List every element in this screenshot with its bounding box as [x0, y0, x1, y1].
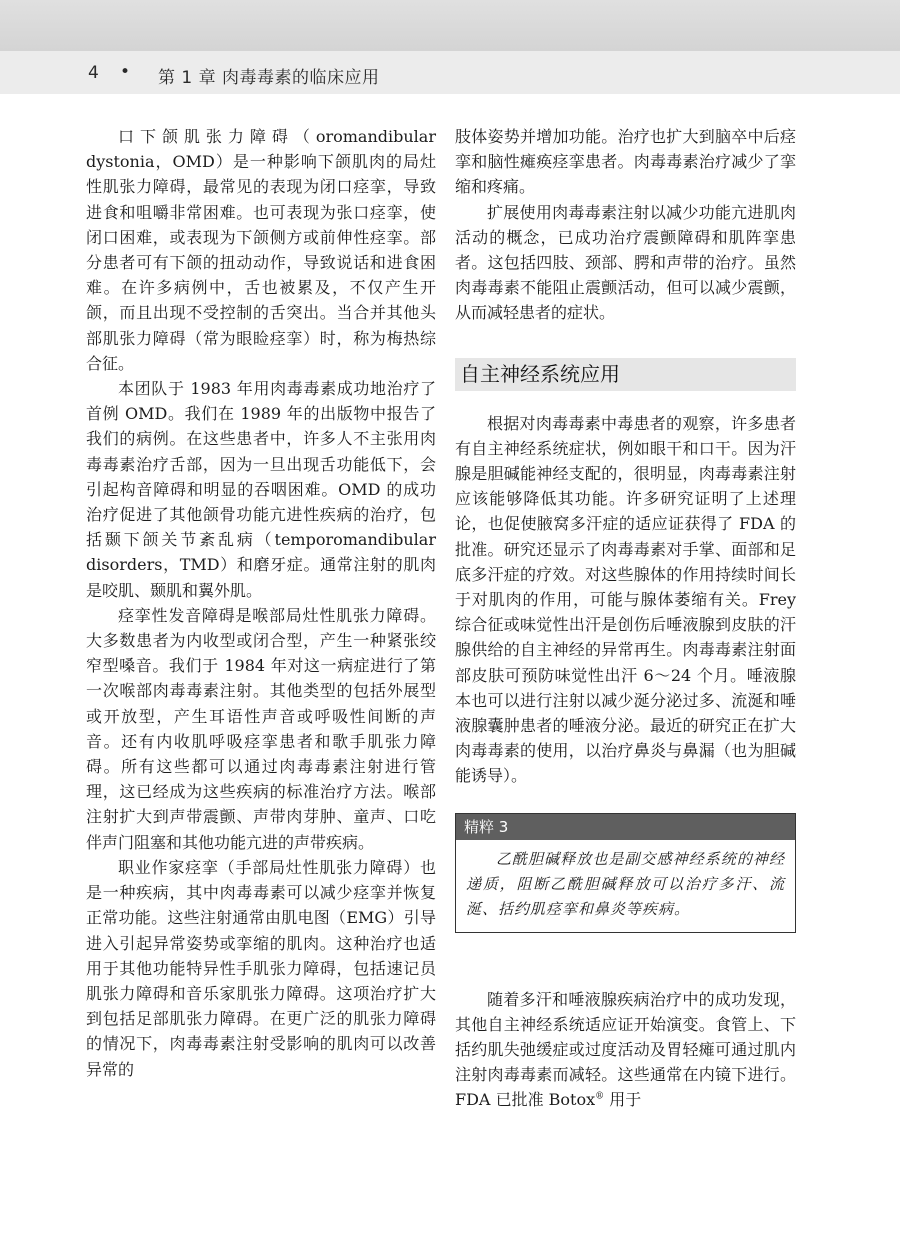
- pearl-box-text: 乙酰胆碱释放也是副交感神经系统的神经递质，阻断乙酰胆碱释放可以治疗多汗、流涎、括约肌痉挛和鼻炎等疾病。: [466, 849, 785, 918]
- top-banner: [0, 0, 900, 51]
- header-bullet: •: [120, 62, 131, 82]
- paragraph-writers-cramp: 职业作家痉挛（手部局灶性肌张力障碍）也是一种疾病，其中肉毒毒素可以减少痉挛并恢复正常功能。这些注射通常由肌电图（EMG）引导进入引起异常姿势或挛缩的肌肉。这种治疗也适用于其他功能特异性手肌张力障碍，包括速记员肌张力障碍和音乐家肌张力障碍。这项治疗扩大到包括足部肌张力障碍。在更广泛的肌张力障碍的情况下，肉毒毒素注射受影响的肌肉可以改善异常的: [86, 857, 436, 1079]
- left-column: [86, 124, 436, 1082]
- running-header: [0, 51, 900, 94]
- paragraph-omd-history: 本团队于 1983 年用肉毒毒素成功地治疗了首例 OMD。我们在 1989 年的出版物中报告了我们的病例。在这些患者中，许多人不主张用肉毒毒素治疗舌部，因为一旦出现舌功能低下，会引起构音障碍和明显的吞咽困难。OMD 的成功治疗促进了其他颌骨功能亢进性疾病的治疗，包括颞下颌关节紊乱病（temporomandibular disorders，TMD）和磨牙症。通常注射的肌肉是咬肌、颞肌和翼外肌。: [86, 379, 436, 600]
- paragraph-autonomic-indications: [455, 987, 796, 1113]
- section-title-autonomic: 自主神经系统应用: [455, 358, 796, 391]
- paragraph-omd: 口下颌肌张力障碍（oromandibular dystonia，OMD）是一种影响下颌肌肉的局灶性肌张力障碍，最常见的表现为闭口痉挛，导致进食和咀嚼非常困难。也可表现为张口痉挛，使闭口困难，或表现为下颌侧方或前伸性痉挛。部分患者可有下颌的扭动动作，导致说话和进食困难。在许多病例中，舌也被累及，不仅产生开颌，而且出现不受控制的舌突出。当合并其他头部肌张力障碍（常为眼睑痉挛）时，称为梅热综合征。: [86, 127, 436, 373]
- pearl-box-title: 精粹 3: [456, 814, 795, 840]
- paragraph-final-text: 随着多汗和唾液腺疾病治疗中的成功发现，其他自主神经系统适应证开始演变。食管上、下括约肌失弛缓症或过度活动及胃轻瘫可通过肌内注射肉毒毒素而减轻。这些通常在内镜下进行。FDA 已批准 Botox: [455, 989, 796, 1110]
- registered-mark: ®: [595, 1092, 605, 1103]
- paragraph-autonomic: 根据对肉毒毒素中毒患者的观察，许多患者有自主神经系统症状，例如眼干和口干。因为汗腺是胆碱能神经支配的，很明显，肉毒毒素注射应该能够降低其功能。许多研究证明了上述理论，也促使腋窝多汗症的适应证获得了 FDA 的批准。研究还显示了肉毒毒素对手掌、面部和足底多汗症的疗效。对这些腺体的作用持续时间长于对肌肉的作用，可能与腺体萎缩有关。Frey 综合征或味觉性出汗是创伤后唾液腺到皮肤的汗腺供给的自主神经的异常再生。肉毒毒素注射面部皮肤可预防味觉性出汗 6～24 个月。唾液腺本也可以进行注射以减少涎分泌过多、流涎和唾液腺囊肿患者的唾液分泌。最近的研究正在扩大肉毒毒素的使用，以治疗鼻炎与鼻漏（也为胆碱能诱导）。: [455, 413, 796, 786]
- paragraph-tremor: 扩展使用肉毒毒素注射以减少功能亢进肌肉活动的概念，已成功治疗震颤障碍和肌阵挛患者。这包括四肢、颈部、腭和声带的治疗。虽然肉毒毒素不能阻止震颤活动，但可以减少震颤，从而减轻患者的症状。: [455, 202, 796, 323]
- page-number: 4: [88, 63, 99, 83]
- pearl-box: [455, 813, 796, 933]
- chapter-title: 第 1 章 肉毒毒素的临床应用: [158, 68, 380, 88]
- right-column: [455, 124, 796, 1113]
- paragraph-final-tail: 用于: [604, 1090, 642, 1110]
- paragraph-continuation: 肢体姿势并增加功能。治疗也扩大到脑卒中后痉挛和脑性瘫痪痉挛患者。肉毒毒素治疗减少了挛缩和疼痛。: [455, 127, 796, 197]
- paragraph-spasmodic-dysphonia: 痉挛性发音障碍是喉部局灶性肌张力障碍。大多数患者为内收型或闭合型，产生一种紧张绞窄型嗓音。我们于 1984 年对这一病症进行了第一次喉部肉毒毒素注射。其他类型的包括外展型或开放型，产生耳语性声音或呼吸性间断的声音。还有内收肌呼吸痉挛患者和歌手肌张力障碍。所有这些都可以通过肉毒毒素注射进行管理，这已经成为这些疾病的标准治疗方法。喉部注射扩大到声带震颤、声带肉芽肿、童声、口吃伴声门阻塞和其他功能亢进的声带疾病。: [86, 605, 436, 852]
